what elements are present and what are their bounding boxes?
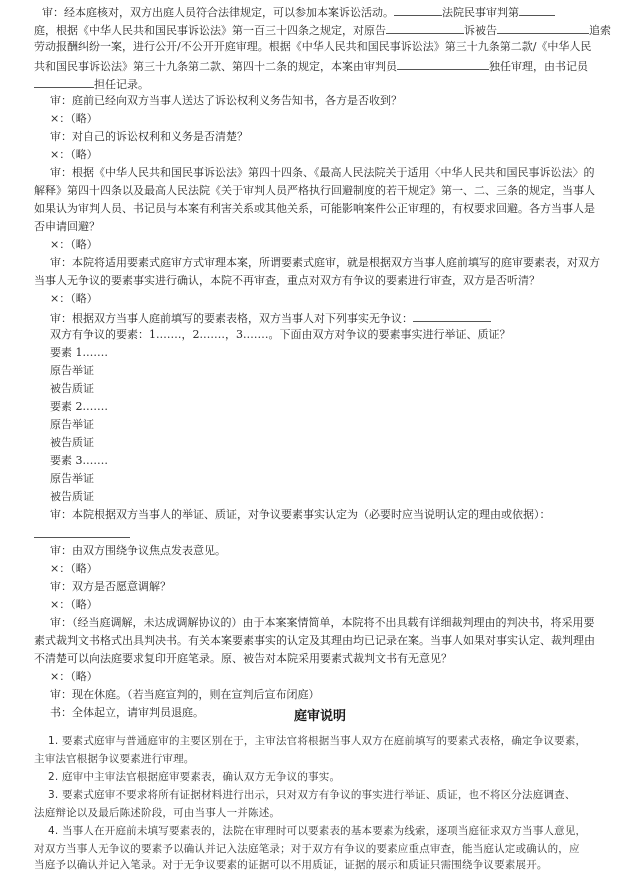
record-line: 要素 3.…… — [50, 454, 108, 467]
record-line: ×：（略） — [50, 292, 98, 305]
note-line: 主审法官根据争议要素进行审理。 — [34, 753, 195, 765]
record-line: ×：（略） — [50, 238, 98, 251]
notes-title: 庭审说明 — [293, 709, 346, 724]
blank-field — [394, 4, 442, 16]
record-line: 原告举证 — [50, 472, 94, 485]
record-line: 不清楚可以向法庭要求复印开庭笔录。原、被告对本院采用要素式裁判文书有无意见？ — [34, 652, 452, 665]
record-line: 审：根据《中华人民共和国民事诉讼法》第四十四条、《最高人民法院关于适用〈中华人民共和国民事诉讼法〉的 — [50, 166, 595, 179]
record-line: 解释》第四十四条以及最高人民法院《关于审判人员严格执行回避制度的若干规定》第一、二、三条的规定，当事人 — [34, 184, 595, 197]
note-line: 对双方当事人无争议的要素予以确认并记入法庭笔录；对于双方有争议的要素应重点审查，能当庭认定或确认的，应 — [34, 843, 580, 855]
record-line: 审：根据双方当事人庭前填写的要素表格，双方当事人对下列事实无争议： — [0, 310, 640, 326]
blank-field — [519, 4, 555, 16]
blank-field — [497, 22, 589, 34]
blank-field — [34, 76, 94, 88]
record-line: 被告质证 — [50, 382, 94, 395]
record-line: ×：（略） — [50, 598, 98, 611]
record-line: 如果认为审判人员、书记员与本案有利害关系或其他关系，可能影响案件公正审理的，有权要求回避。各方当事人是 — [34, 202, 595, 215]
note-line: 2. 庭审中主审法官根据庭审要素表，确认双方无争议的事实。 — [48, 771, 341, 783]
record-line: 担任记录。 — [0, 76, 640, 92]
note-line: 法庭辩论以及最后陈述阶段，可由当事人一并陈述。 — [34, 807, 281, 819]
record-line: 共和国民事诉讼法》第三十九条第二款、第四十二条的规定，本案由审判员 独任审理，由书记员 — [34, 60, 588, 73]
record-line: 劳动报酬纠纷一案，进行公开/不公开开庭审理。根据《中华人民共和国民事诉讼法》第三十九条第二款/《中华人民 — [34, 40, 592, 53]
note-line: 当庭予以确认并记入笔录。对于无争议要素的证据可以不用质证，证据的展示和质证只需围绕争议要素展开。 — [34, 859, 548, 871]
record-line: 被告质证 — [50, 490, 94, 503]
note-line: 1. 要素式庭审与普通庭审的主要区别在于，主审法官将根据当事人双方在庭前填写的要素式表格，确定争议要素， — [48, 735, 587, 747]
record-line: 素式裁判文书格式出具判决书。有关本案要素事实的认定及其理由均已记录在案。当事人如果对事实认定、裁判理由 — [34, 634, 595, 647]
blank-field — [413, 310, 491, 322]
record-line: 审：由双方围绕争议焦点发表意见。 — [50, 544, 226, 557]
record-line — [0, 526, 640, 542]
record-line: 审：现在休庭。（若当庭宣判的，则在宣判后宣布闭庭） — [50, 688, 320, 701]
blank-field — [397, 58, 489, 70]
record-line: 被告质证 — [50, 436, 94, 449]
record-line: 否申请回避？ — [34, 220, 100, 233]
note-line: 4. 当事人在开庭前未填写要素表的，法院在审理时可以要素表的基本要素为线索，逐项当庭征求双方当事人意见， — [48, 825, 587, 837]
record-line: ×：（略） — [50, 670, 98, 683]
record-line: 审：（经当庭调解，未达成调解协议的）由于本案案情简单，本院将不出具载有详细裁判理由的判决书，将采用要 — [50, 616, 595, 629]
note-line: 3. 要素式庭审不要求将所有证据材料进行出示，只对双方有争议的事实进行举证、质证，也不将区分法庭调查、 — [48, 789, 576, 801]
record-line: ×：（略） — [50, 562, 98, 575]
record-line: 审：本院根据双方当事人的举证、质证，对争议要素事实认定为（必要时应当说明认定的理由或依据）： — [50, 508, 551, 521]
record-line: 书：全体起立，请审判员退庭。 — [50, 706, 204, 719]
record-line: 审：本院将适用要素式庭审方式审理本案，所谓要素式庭审，就是根据双方当事人庭前填写的庭审要素表，对双方 — [50, 256, 600, 269]
record-line: 审：对自己的诉讼权利和义务是否清楚？ — [50, 130, 248, 143]
record-line: 原告举证 — [50, 364, 94, 377]
record-line: 当事人无争议的要素事实进行确认，本院不再审查，重点对双方有争议的要素进行审查，双方是否听清？ — [34, 274, 540, 287]
record-line: 审：双方是否愿意调解？ — [50, 580, 171, 593]
record-line: ×：（略） — [50, 112, 98, 125]
record-line: 原告举证 — [50, 418, 94, 431]
record-line: 审：庭前已经向双方当事人送达了诉讼权利义务告知书，各方是否收到？ — [50, 94, 402, 107]
blank-field — [386, 22, 464, 34]
record-line: ×：（略） — [50, 148, 98, 161]
record-line: 审：经本庭核对，双方出庭人员符合法律规定，可以参加本案诉讼活动。 法院民事审判第 — [0, 4, 640, 20]
record-line: 双方有争议的要素：1.……，2.……，3.……。下面由双方对争议的要素事实进行举证、质证？ — [50, 328, 511, 341]
record-line: 要素 1.…… — [50, 346, 108, 359]
record-line: 要素 2.…… — [50, 400, 108, 413]
record-line: 庭，根据《中华人民共和国民事诉讼法》第一百三十四条之规定，对原告 诉被告 追索 — [34, 24, 611, 37]
blank-field — [34, 526, 130, 538]
